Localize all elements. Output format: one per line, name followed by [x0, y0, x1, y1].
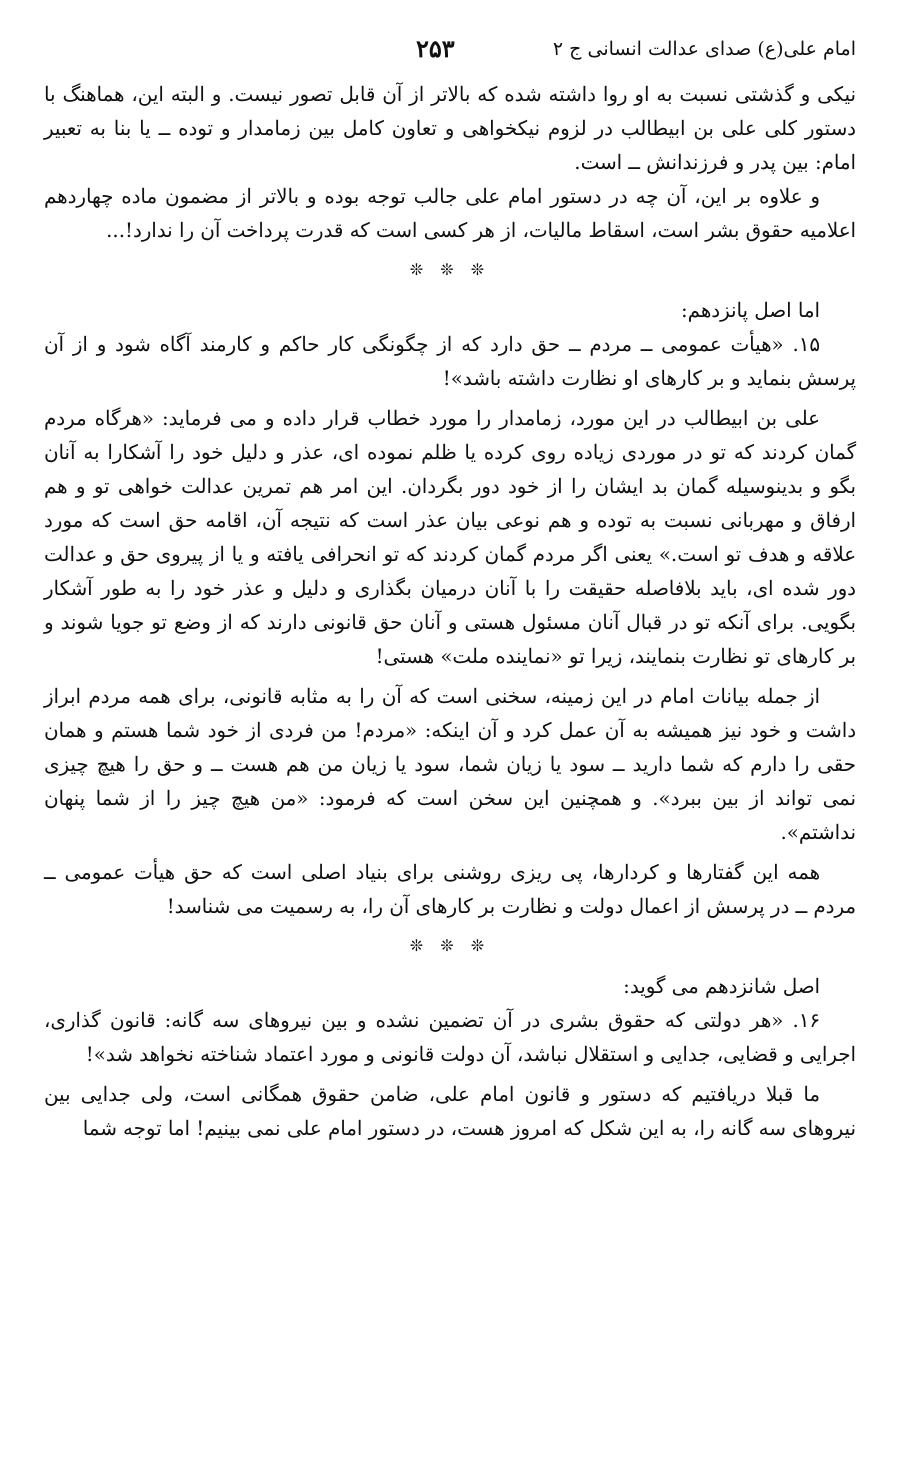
paragraph-6: ما قبلا دریافتیم که دستور و قانون امام علی، ضامن حقوق همگانی است، ولی جدایی بین نیروهای سه گانه را، به این شکل که امروز هست، در دستور امام علی نمی بینیم! اما توجه شما — [44, 1083, 856, 1140]
section-separator: ❊ ❊ ❊ — [409, 260, 491, 279]
principle-15-heading: اما اصل پانزدهم: — [681, 299, 820, 322]
paragraph-5: همه این گفتارها و کردارها، پی ریزی روشنی برای بنیاد اصلی است که حق هیأت عمومی ــ مردم ــ در پرسش از اعمال دولت و نظارت بر کارهای آن را، به رسمیت می شناسد! — [44, 861, 856, 918]
paragraph-3: علی بن ابیطالب در این مورد، زمامدار را مورد خطاب قرار داده و می فرماید: «هرگاه مردم گمان کردند که تو در موردی زیاده روی کرده یا ظلم نموده ای، عذر و دلیل خود را آشکارا به آنان بگو و بدینوسیله گمان بد ایشان را از خود دور بگردان. این امر هم تمرین عدالت خواهی تو و هم ارفاق و مهربانی نسبت به توده و هم نوعی بیان عذر است که نتیجه آن، اقامه حق است که مورد علاقه و هدف تو است.» یعنی اگر مردم گمان کردند که تو انحرافی یافته و یا از پیروی حق و عدالت دور شده ای، باید بلافاصله حقیقت را با آنان درمیان بگذاری و دلیل و عذر خود را به طور آشکار بگویی. برای آنکه تو در قبال آنان مسئول هستی و آنان حق قانونی دارند که از وضع تو جویا شوند و بر کارهای تو نظارت بنمایند، زیرا تو «نماینده ملت» هستی! — [44, 407, 856, 668]
page-number: ۲۵۳ — [416, 34, 455, 63]
section-separator: ❊ ❊ ❊ — [409, 936, 491, 955]
paragraph-1: نیکی و گذشتی نسبت به او روا داشته شده که بالاتر از آن قابل تصور نیست. و البته این، هماهنگ با دستور کلی علی بن ابیطالب در لزوم نیکخواهی و تعاون کامل بین زمامدار و توده ــ یا بنا به تعبیر امام: بین پدر و فرزندانش ــ است. — [44, 83, 856, 174]
running-title: امام علی(ع) صدای عدالت انسانی ج ۲ — [552, 38, 856, 60]
principle-16-heading: اصل شانزدهم می گوید: — [623, 975, 820, 998]
principle-15-text: ۱۵. «هیأت عمومی ــ مردم ــ حق دارد که از چگونگی کار حاکم و کارمند آگاه شود و از آن پرسش بنماید و بر کارهای او نظارت داشته باشد»! — [44, 333, 856, 390]
page-header — [44, 34, 856, 64]
page-body — [44, 78, 856, 1146]
paragraph-4: از جمله بیانات امام در این زمینه، سخنی است که آن را به مثابه قانونی، برای همه مردم ابراز داشت و خود نیز همیشه به آن عمل کرد و آن اینکه: «مردم! من فردی از خود شما هستم و همان حقی را دارم که شما دارید ــ سود یا زیان شما، سود یا زیان من هم هست ــ و حق را هیچ چیزی نمی تواند از بین ببرد». و همچنین این سخن است که فرمود: «من هیچ چیز را از شما پنهان نداشتم». — [44, 685, 856, 844]
principle-16-text: ۱۶. «هر دولتی که حقوق بشری در آن تضمین نشده و بین نیروهای سه گانه: قانون گذاری، اجرایی و قضایی، جدایی و استقلال نباشد، آن دولت قانونی و مورد اعتماد شناخته نخواهد شد»! — [44, 1009, 856, 1066]
paragraph-2: و علاوه بر این، آن چه در دستور امام علی جالب توجه بوده و بالاتر از مضمون ماده چهاردهم اعلامیه حقوق بشر است، اسقاط مالیات، از هر کسی است که قدرت پرداخت آن را ندارد!... — [44, 185, 856, 242]
